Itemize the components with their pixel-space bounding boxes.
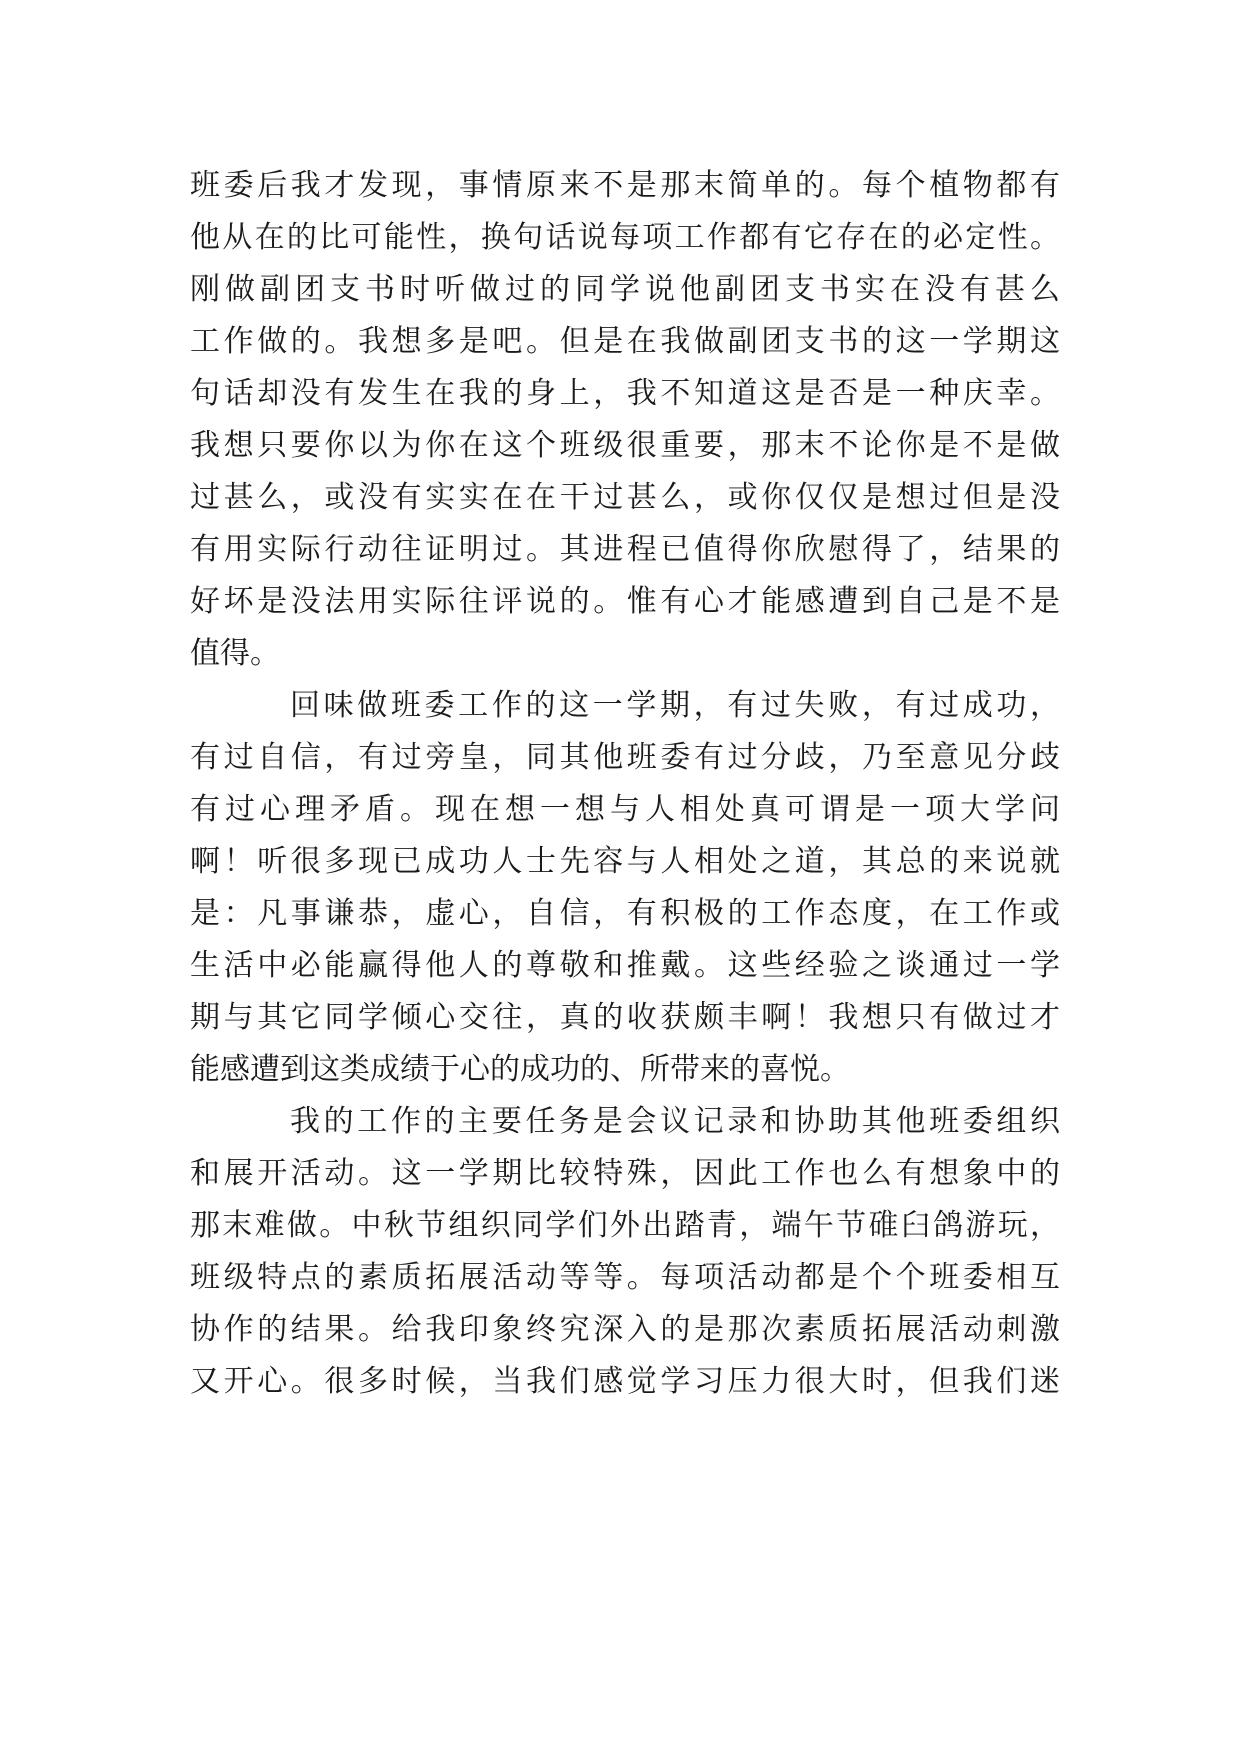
text-line: 协作的结果。给我印象终究深入的是那次素质拓展活动刺激 <box>190 1312 1060 1347</box>
text-line: 又开心。很多时候，当我们感觉学习压力很大时，但我们迷 <box>190 1364 1060 1399</box>
text-line: 工作做的。我想多是吧。但是在我做副团支书的这一学期这 <box>190 324 1060 359</box>
text-line: 班级特点的素质拓展活动等等。每项活动都是个个班委相互 <box>190 1260 1060 1295</box>
text-line: 过甚么，或没有实实在在干过甚么，或你仅仅是想过但是没 <box>190 480 1060 515</box>
paragraph-3 <box>190 1096 1060 1408</box>
text-line: 刚做副团支书时听做过的同学说他副团支书实在没有甚么 <box>190 272 1060 307</box>
text-line: 能感遭到这类成绩于心的成功的、所带来的喜悦。 <box>190 1052 850 1087</box>
text-line: 那末难做。中秋节组织同学们外出踏青，端午节碓臼鸽游玩， <box>190 1208 1060 1243</box>
text-line: 我的工作的主要任务是会议记录和协助其他班委组织 <box>290 1104 1060 1139</box>
text-line: 生活中必能赢得他人的尊敬和推戴。这些经验之谈通过一学 <box>190 948 1060 983</box>
text-line: 值得。 <box>190 636 280 671</box>
text-line: 班委后我才发现，事情原来不是那末简单的。每个植物都有 <box>190 168 1060 203</box>
text-line: 有用实际行动往证明过。其进程已值得你欣慰得了，结果的 <box>190 532 1060 567</box>
paragraph-1 <box>190 160 1060 680</box>
text-line: 期与其它同学倾心交往，真的收获颇丰啊！我想只有做过才 <box>190 1000 1060 1035</box>
text-line: 句话却没有发生在我的身上，我不知道这是否是一种庆幸。 <box>190 376 1060 411</box>
text-line: 好坏是没法用实际往评说的。惟有心才能感遭到自己是不是 <box>190 584 1060 619</box>
text-line: 有过心理矛盾。现在想一想与人相处真可谓是一项大学问 <box>190 792 1060 827</box>
text-line: 有过自信，有过旁皇，同其他班委有过分歧，乃至意见分歧 <box>190 740 1060 775</box>
body-text <box>190 160 1060 1408</box>
text-line: 他从在的比可能性，换句话说每项工作都有它存在的必定性。 <box>190 220 1060 255</box>
paragraph-2 <box>190 680 1060 1096</box>
text-line: 我想只要你以为你在这个班级很重要，那末不论你是不是做 <box>190 428 1060 463</box>
text-line: 啊！听很多现已成功人士先容与人相处之道，其总的来说就 <box>190 844 1060 879</box>
text-line: 和展开活动。这一学期比较特殊，因此工作也么有想象中的 <box>190 1156 1060 1191</box>
text-line: 是：凡事谦恭，虚心，自信，有积极的工作态度，在工作或 <box>190 896 1060 931</box>
text-line: 回味做班委工作的这一学期，有过失败，有过成功， <box>290 688 1060 723</box>
